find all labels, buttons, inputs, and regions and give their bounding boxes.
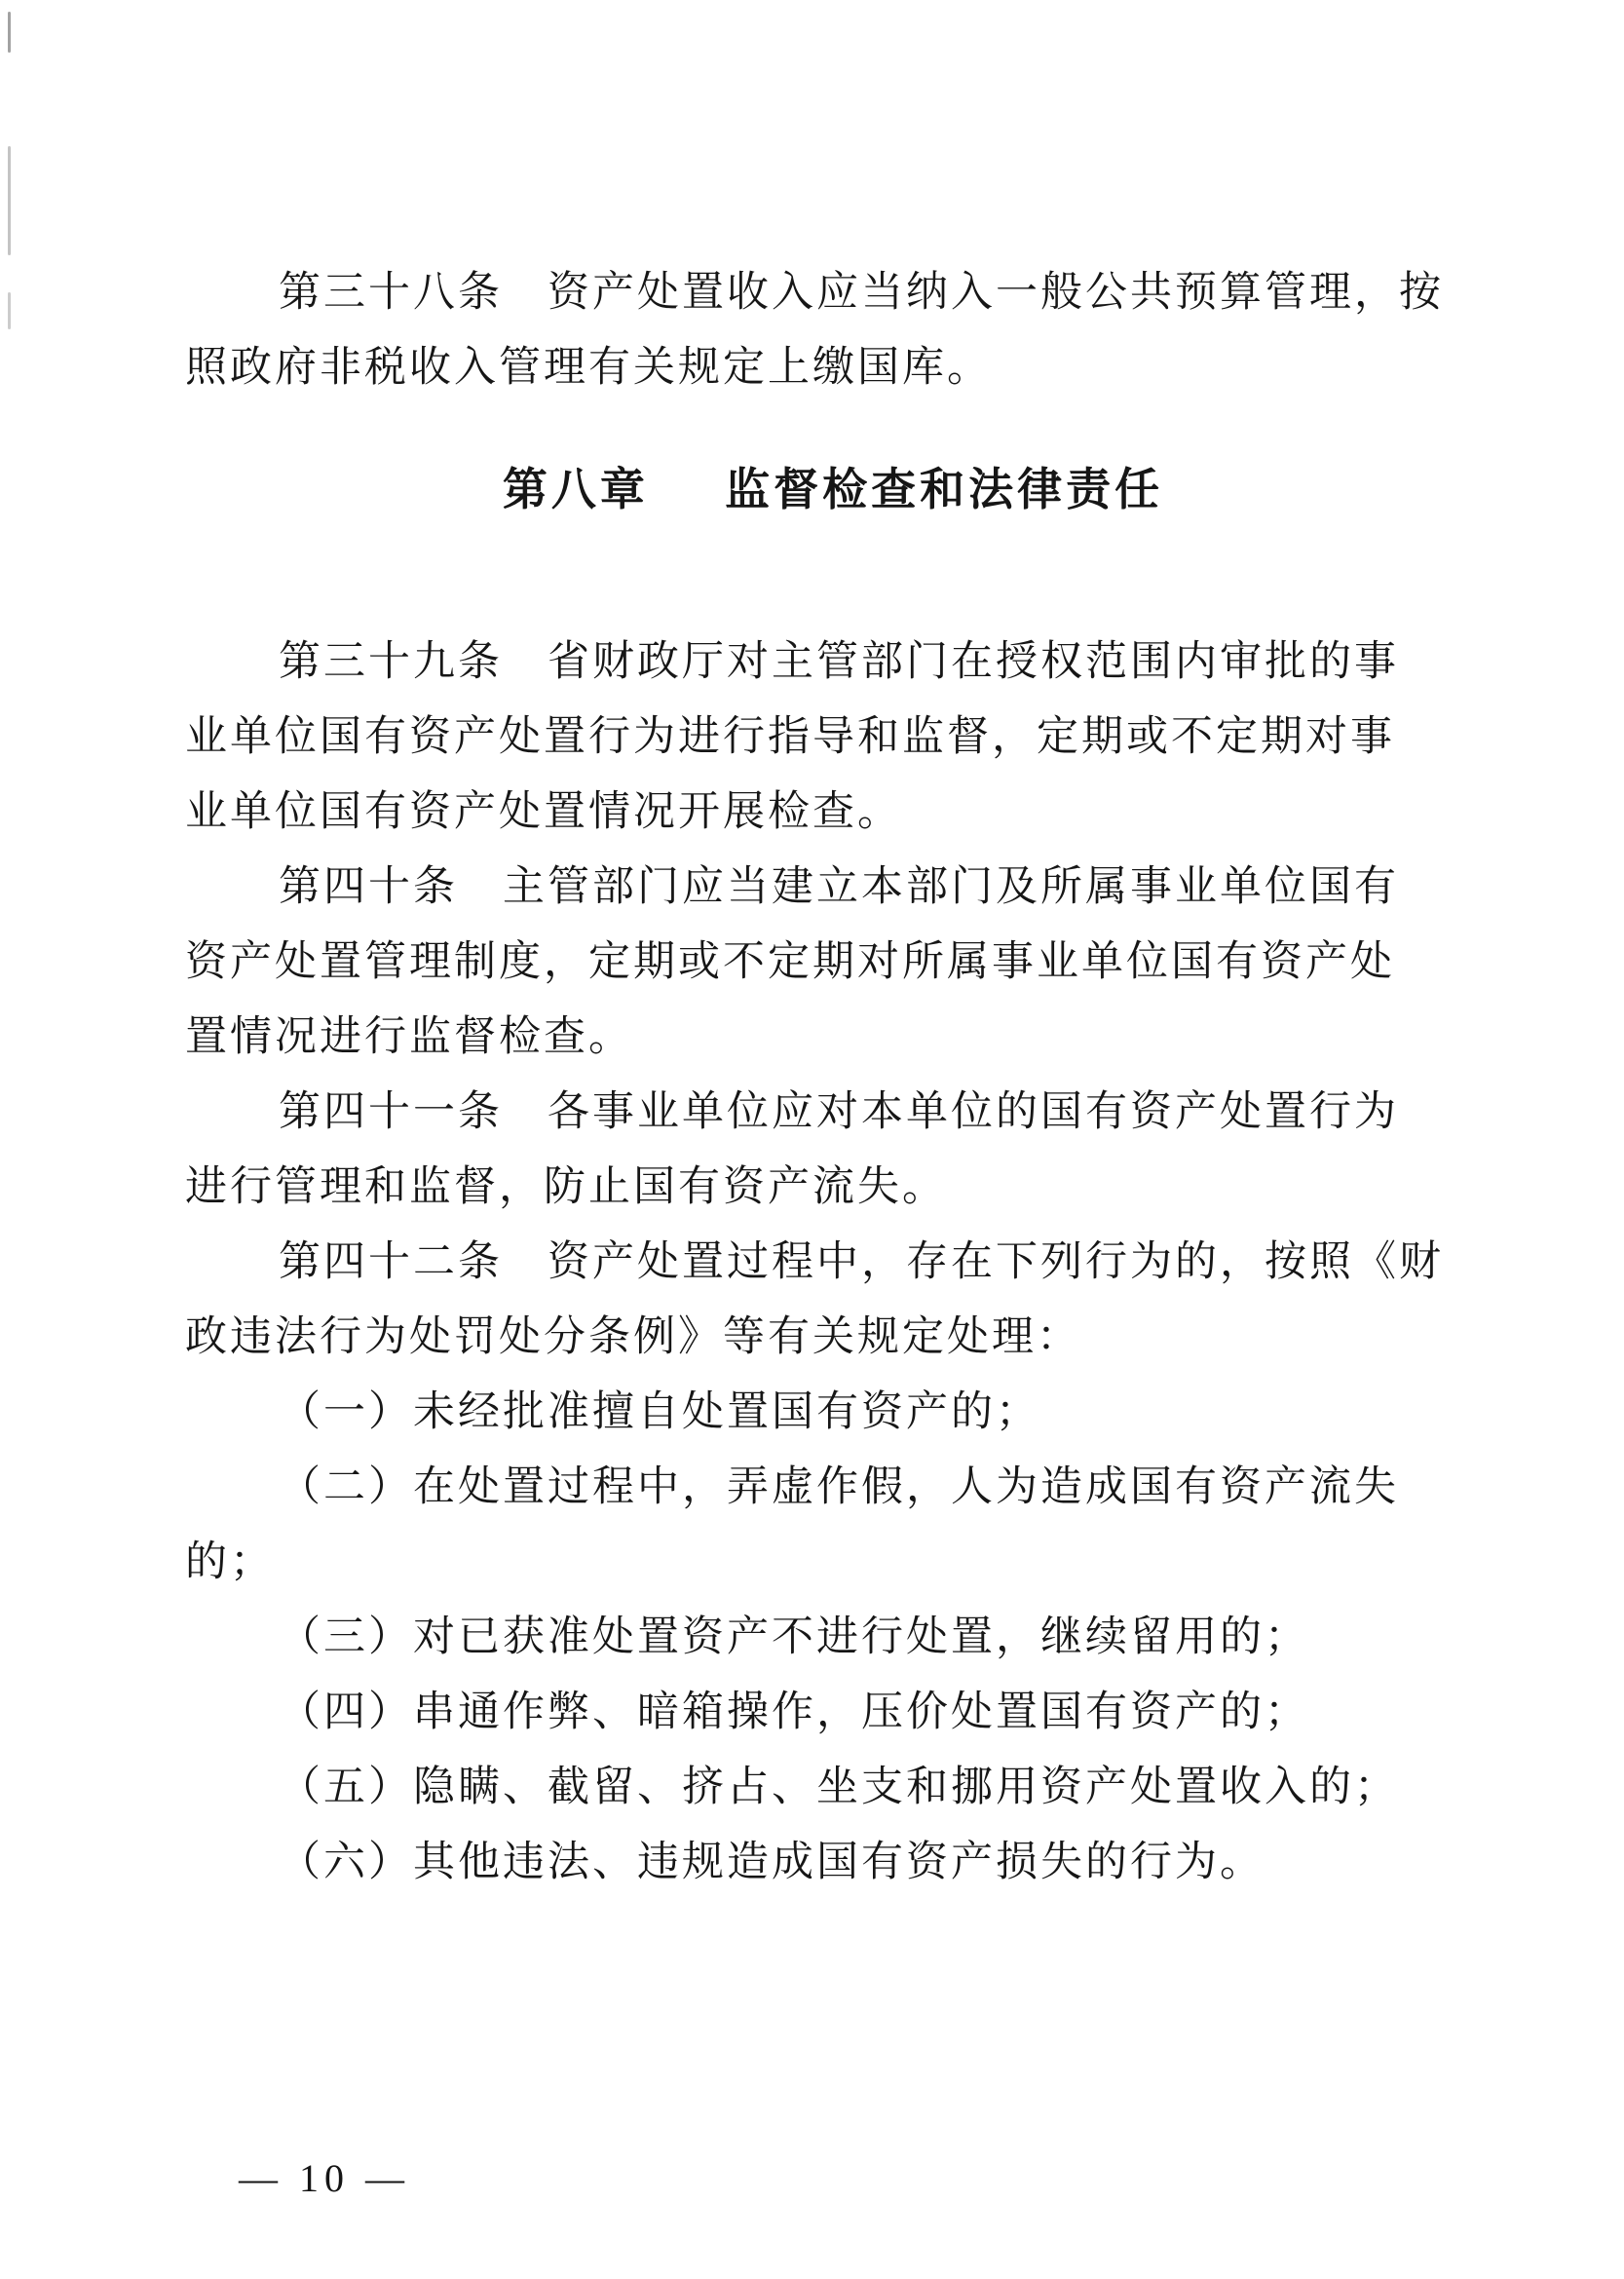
article-40-line-2: 资产处置管理制度，定期或不定期对所属事业单位国有资产处 xyxy=(185,939,1395,985)
article-40-line-3: 置情况进行监督检查。 xyxy=(185,1014,633,1060)
article-39-line-1: 第三十九条 省财政厅对主管部门在授权范围内审批的事 xyxy=(279,639,1399,685)
scan-artifact-mark xyxy=(8,292,11,329)
article-42-line-2: 政违法行为处罚处分条例》等有关规定处理： xyxy=(185,1314,1081,1360)
clause-2-line: （二）在处置过程中，弄虚作假，人为造成国有资产流失 xyxy=(279,1464,1399,1510)
article-39-line-2: 业单位国有资产处置行为进行指导和监督，定期或不定期对事 xyxy=(185,714,1395,760)
clause-2-continuation-line: 的； xyxy=(185,1539,275,1585)
article-39-line-3: 业单位国有资产处置情况开展检查。 xyxy=(185,789,902,835)
chapter-number: 第八章 xyxy=(502,465,649,514)
clause-4-line: （四）串通作弊、暗箱操作，压价处置国有资产的； xyxy=(279,1690,1309,1735)
article-40-line-1: 第四十条 主管部门应当建立本部门及所属事业单位国有 xyxy=(279,864,1399,910)
page-number: — 10 — xyxy=(239,2156,410,2200)
clause-1-line: （一）未经批准擅自处置国有资产的； xyxy=(279,1389,1040,1435)
clause-5-line: （五）隐瞒、截留、挤占、坐支和挪用资产处置收入的； xyxy=(279,1765,1399,1810)
article-41-line-2: 进行管理和监督，防止国有资产流失。 xyxy=(185,1164,947,1210)
article-42-line-1: 第四十二条 资产处置过程中，存在下列行为的，按照《财 xyxy=(279,1239,1444,1285)
article-38-line-2: 照政府非税收入管理有关规定上缴国库。 xyxy=(185,345,992,391)
article-38-line-1: 第三十八条 资产处置收入应当纳入一般公共预算管理，按 xyxy=(279,270,1444,316)
clause-6-line: （六）其他违法、违规造成国有资产损失的行为。 xyxy=(279,1840,1265,1885)
document-text-block xyxy=(185,0,1481,1900)
article-41-line-1: 第四十一条 各事业单位应对本单位的国有资产处置行为 xyxy=(279,1089,1399,1135)
chapter-heading xyxy=(185,452,1481,527)
scan-artifact-mark xyxy=(8,12,11,53)
chapter-title: 监督检查和法律责任 xyxy=(725,465,1164,514)
clause-3-line: （三）对已获准处置资产不进行处置，继续留用的； xyxy=(279,1614,1309,1660)
scan-artifact-mark xyxy=(8,146,11,255)
